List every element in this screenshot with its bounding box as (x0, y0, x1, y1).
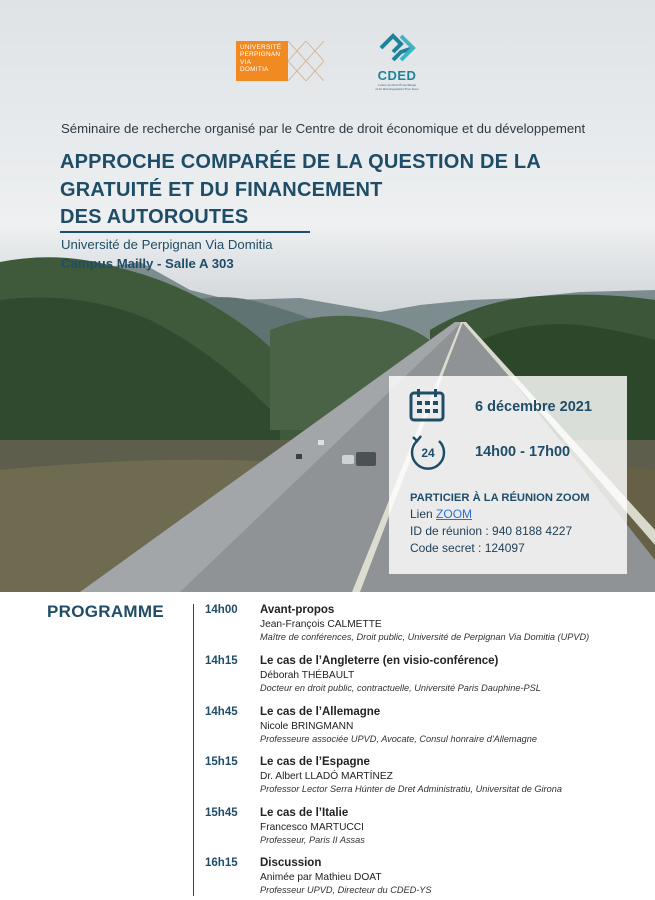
upvd-logo-line: UNIVERSITÉ (240, 44, 282, 51)
item-role: Professeur, Paris II Assas (260, 835, 365, 845)
event-date: 6 décembre 2021 (475, 399, 592, 415)
event-info-box (389, 376, 627, 574)
meeting-id: ID de réunion : 940 8188 4227 (410, 524, 573, 538)
cded-logo-subtitle: Centre de Droit Économique (378, 83, 416, 87)
item-title: Avant-propos (260, 604, 335, 616)
university-name: Université de Perpignan Via Domitia (61, 237, 273, 252)
item-time: 15h15 (205, 756, 238, 768)
clock-24-icon (409, 433, 447, 471)
title-divider (60, 231, 310, 233)
item-role: Professeure associée UPVD, Avocate, Consul honraire d'Allemagne (260, 734, 538, 744)
item-time: 14h00 (205, 604, 238, 616)
event-time: 14h00 - 17h00 (475, 444, 571, 460)
seminar-subtitle: Séminaire de recherche organisé par le Centre de droit économique et du développement (61, 121, 586, 136)
zoom-link[interactable]: ZOOM (436, 507, 473, 521)
cded-emblem-icon (373, 33, 421, 63)
upvd-logo-line: VIA (240, 58, 252, 66)
event-title (60, 149, 620, 232)
item-role: Professor Lector Serra Húnter de Dret Administratiu, Universitat de Girona (260, 784, 562, 794)
item-role: Professeur UPVD, Directeur du CDED-YS (260, 885, 432, 895)
upvd-logo (236, 41, 288, 81)
cded-logo-subtitle: et du Développement Yves Serra (375, 87, 419, 91)
item-speaker: Animée par Mathieu DOAT (260, 872, 382, 883)
event-title-line: DES AUTOROUTES (60, 206, 249, 228)
zoom-heading: PARTICIER À LA RÉUNION ZOOM (410, 492, 590, 504)
item-time: 16h15 (205, 857, 238, 869)
item-title: Le cas de l’Allemagne (260, 706, 381, 718)
item-title: Le cas de l’Espagne (260, 756, 370, 768)
item-title: Le cas de l’Italie (260, 807, 349, 819)
programme-heading: PROGRAMME (47, 602, 164, 621)
zoom-link-line (410, 507, 472, 521)
item-speaker: Nicole BRINGMANN (260, 721, 354, 732)
item-time: 15h45 (205, 807, 238, 819)
programme-divider (193, 604, 194, 896)
event-title-line: GRATUITÉ ET DU FINANCEMENT (60, 178, 383, 201)
item-role: Maître de conférences, Droit public, Université de Perpignan Via Domitia (UPVD) (260, 632, 590, 642)
item-speaker: Dr. Albert LLADÓ MARTÍNEZ (260, 771, 393, 782)
cded-logo-title: CDED (377, 68, 417, 83)
item-time: 14h15 (205, 655, 238, 667)
event-title-line: APPROCHE COMPARÉE DE LA QUESTION DE LA (60, 151, 541, 173)
item-time: 14h45 (205, 706, 238, 718)
cded-logo (362, 33, 432, 99)
upvd-logo-line: DOMITIA (240, 66, 269, 74)
clock-label: 24 (421, 446, 435, 460)
item-speaker: Jean-François CALMETTE (260, 619, 382, 630)
campus-location: Campus Mailly - Salle A 303 (61, 256, 234, 271)
item-title: Le cas de l’Angleterre (en visio-conférence) (260, 655, 499, 667)
item-speaker: Déborah THÉBAULT (260, 670, 355, 681)
calendar-icon (409, 388, 445, 422)
zoom-link-prefix: Lien (410, 507, 437, 521)
upvd-cross-icon (288, 41, 324, 81)
item-title: Discussion (260, 857, 322, 869)
item-speaker: Francesco MARTUCCI (260, 822, 364, 833)
upvd-logo-line: PERPIGNAN (240, 51, 281, 59)
item-role: Docteur en droit public, contractuelle, Université Paris Dauphine-PSL (260, 683, 541, 693)
meeting-secret: Code secret : 124097 (410, 541, 525, 555)
